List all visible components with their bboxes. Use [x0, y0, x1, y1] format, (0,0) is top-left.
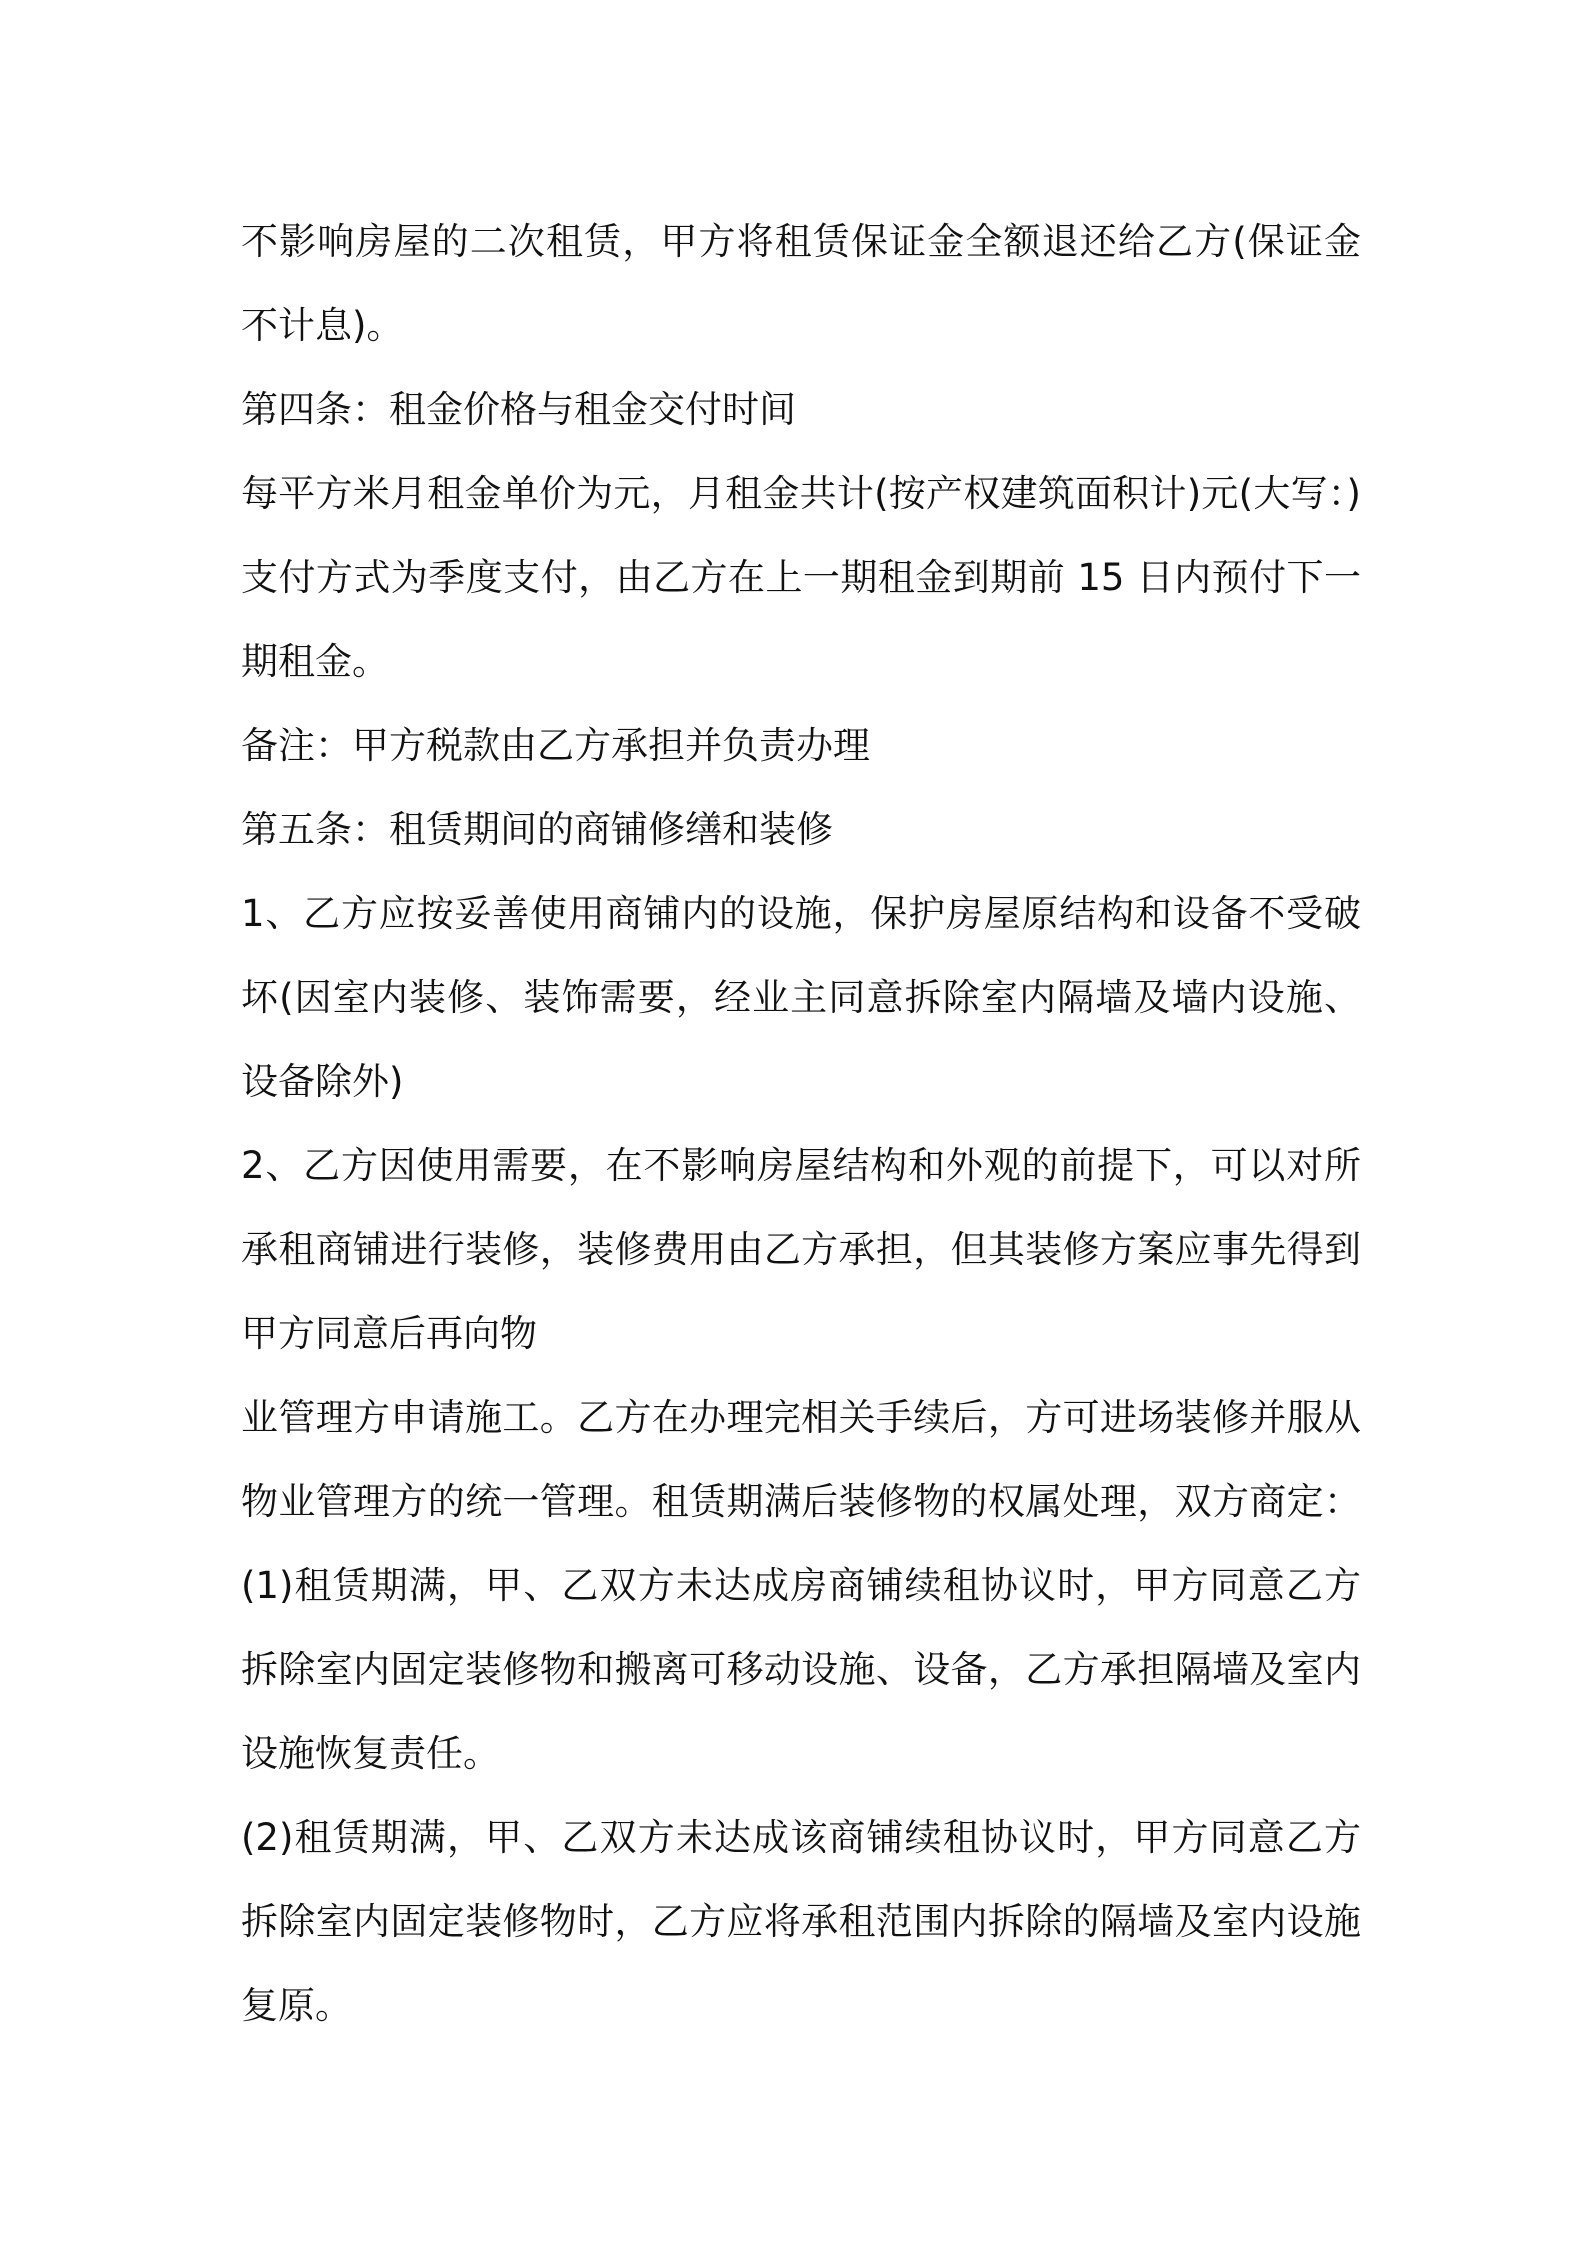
text-line: 1、乙方应按妥善使用商铺内的设施，保护房屋原结构和设备不受破	[241, 892, 1361, 935]
text-line: 不影响房屋的二次租赁，甲方将租赁保证金全额退还给乙方(保证金	[241, 220, 1361, 263]
text-line: 支付方式为季度支付，由乙方在上一期租金到期前 15 日内预付下一	[241, 556, 1361, 599]
text-line: 拆除室内固定装修物时，乙方应将承租范围内拆除的隔墙及室内设施	[241, 1900, 1361, 1943]
section-heading: 第四条：租金价格与租金交付时间	[241, 388, 796, 431]
text-line: 每平方米月租金单价为元，月租金共计(按产权建筑面积计)元(大写：)	[241, 472, 1361, 515]
text-line: (2)租赁期满，甲、乙双方未达成该商铺续租协议时，甲方同意乙方	[241, 1816, 1361, 1859]
text-line: 2、乙方因使用需要，在不影响房屋结构和外观的前提下，可以对所	[241, 1144, 1361, 1187]
document-body	[241, 200, 1361, 2048]
text-line: 业管理方申请施工。乙方在办理完相关手续后，方可进场装修并服从	[241, 1396, 1361, 1439]
text-line: 设备除外)	[241, 1060, 404, 1103]
section-heading: 第五条：租赁期间的商铺修缮和装修	[241, 808, 833, 851]
text-line: 不计息)。	[241, 304, 404, 347]
text-line: 复原。	[241, 1984, 352, 2027]
text-line: 设施恢复责任。	[241, 1732, 500, 1775]
text-line: 拆除室内固定装修物和搬离可移动设施、设备，乙方承担隔墙及室内	[241, 1648, 1361, 1691]
text-line: 坏(因室内装修、装饰需要，经业主同意拆除室内隔墙及墙内设施、	[241, 976, 1361, 1019]
text-line: 甲方同意后再向物	[241, 1312, 537, 1355]
text-line: 期租金。	[241, 640, 389, 683]
text-line: (1)租赁期满，甲、乙双方未达成房商铺续租协议时，甲方同意乙方	[241, 1564, 1361, 1607]
note-line: 备注：甲方税款由乙方承担并负责办理	[241, 724, 870, 767]
text-line: 物业管理方的统一管理。租赁期满后装修物的权属处理，双方商定：	[241, 1480, 1361, 1523]
text-line: 承租商铺进行装修，装修费用由乙方承担，但其装修方案应事先得到	[241, 1228, 1361, 1271]
